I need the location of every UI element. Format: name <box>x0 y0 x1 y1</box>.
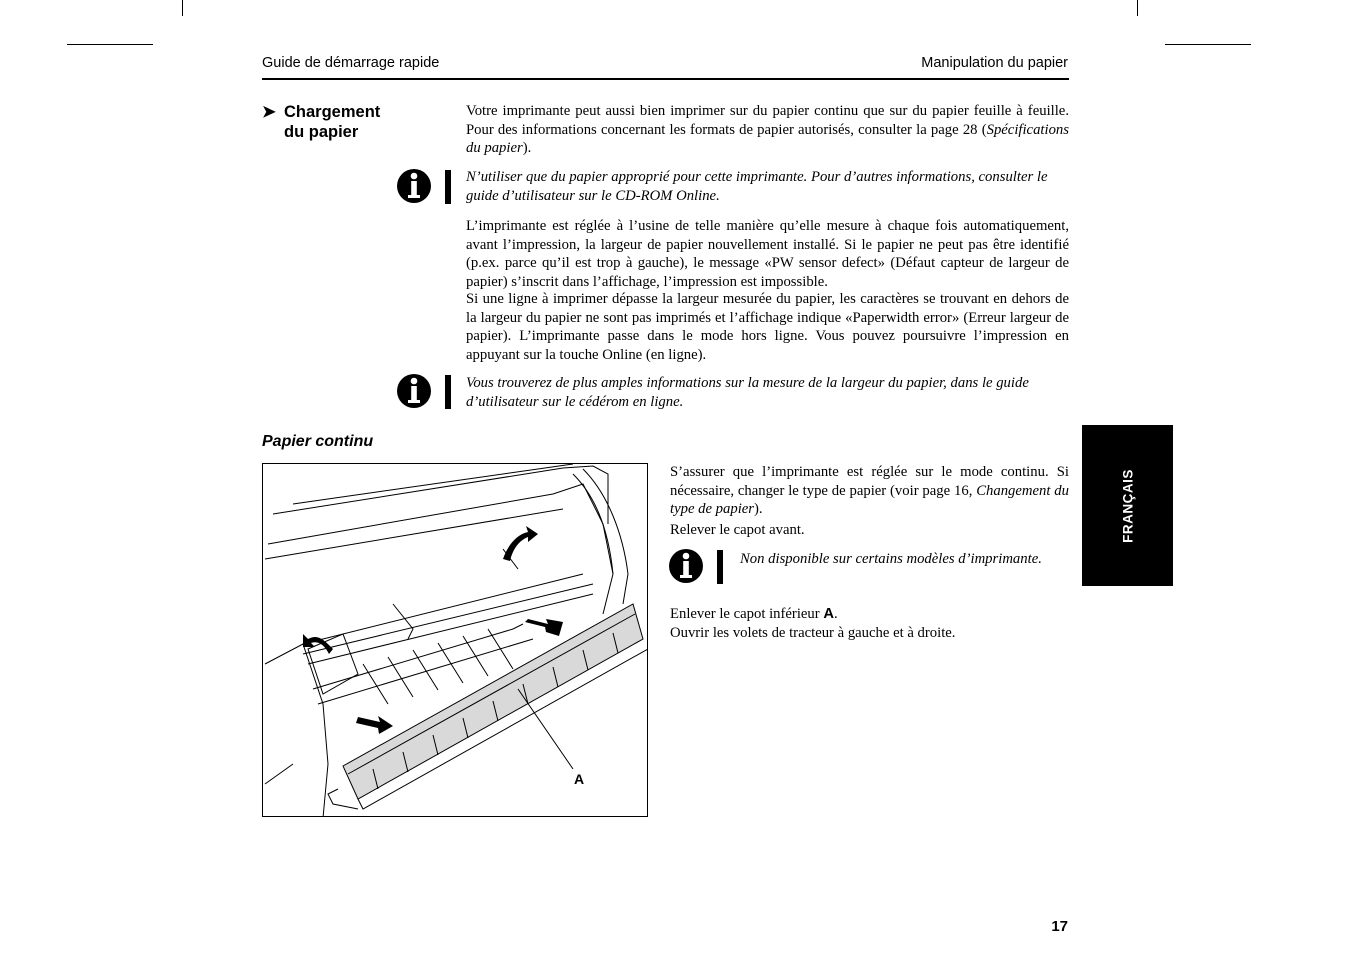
info-icon <box>397 168 455 208</box>
crop-mark-top-right-h <box>1165 44 1251 45</box>
header-left: Guide de démarrage rapide <box>262 55 440 71</box>
figure-label-a: A <box>574 771 585 787</box>
language-tab <box>1082 425 1173 586</box>
header-right: Manipulation du papier <box>921 55 1068 71</box>
header-rule <box>262 78 1069 80</box>
printer-drawing <box>263 464 648 817</box>
subsection-title: Papier continu <box>262 433 374 450</box>
subsection-paragraph-3: Enlever le capot inférieur A. <box>670 606 838 622</box>
info-icon <box>397 373 455 413</box>
note-paragraph-1: N’utiliser que du papier approprié pour cette imprimante. Pour d’autres informations, consulter le guide d’utilisateur sur le CD-ROM Online. <box>466 169 1048 204</box>
subsection-paragraph-2: Relever le capot avant. <box>670 522 805 538</box>
info-icon <box>669 548 727 588</box>
note-paragraph-3: Non disponible sur certains modèles d’imprimante. <box>740 551 1042 567</box>
body-paragraph-2: Si une ligne à imprimer dépasse la largeur mesurée du papier, les caractères se trouvant en dehors de la largeur du papier ne sont pas imprimés et l’affichage indique «Paperwidth error» (Erreur largeur de papier). L’imprimante passe dans le mode hors ligne. Vous pouvez poursuivre l’impression en appuyant sur la touche Online (en ligne). <box>466 291 1069 363</box>
body-paragraph-1: L’imprimante est réglée à l’usine de telle manière qu’elle mesure à chaque fois automatiquement, avant l’impression, la largeur de papier nouvellement installé. Si le papier ne peut pas être identifié (p.ex. parce qu’il est trop à gauche), le message «PW sensor defect» (Défaut capteur de largeur de papier) s’inscrit dans l’affichage, l’impression est impossible. <box>466 218 1069 290</box>
section-title: ➤ Chargement du papier <box>262 103 381 141</box>
arrow-icon: ➤ <box>262 103 276 121</box>
page-number: 17 <box>1051 918 1068 935</box>
crop-mark-top-right-v <box>1137 0 1138 16</box>
crop-mark-top-left-h <box>67 44 153 45</box>
printer-illustration <box>262 463 648 817</box>
subsection-paragraph-1: S’assurer que l’imprimante est réglée sur le mode continu. Si nécessaire, changer le type de papier (voir page 16, Changement du type de papier). <box>670 464 1069 517</box>
language-tab-label: FRANÇAIS <box>1120 468 1135 543</box>
crop-mark-top-left-v <box>182 0 183 16</box>
note-paragraph-2: Vous trouverez de plus amples informations sur la mesure de la largeur du papier, dans le guide d’utilisateur sur le cédérom en ligne. <box>466 375 1029 410</box>
subsection-paragraph-4: Ouvrir les volets de tracteur à gauche et à droite. <box>670 625 956 641</box>
intro-paragraph: Votre imprimante peut aussi bien imprimer sur du papier continu que sur du papier feuille à feuille. Pour des informations concernant les formats de papier autorisés, consulter la page 28 (Spécifications du papier). <box>466 103 1069 156</box>
